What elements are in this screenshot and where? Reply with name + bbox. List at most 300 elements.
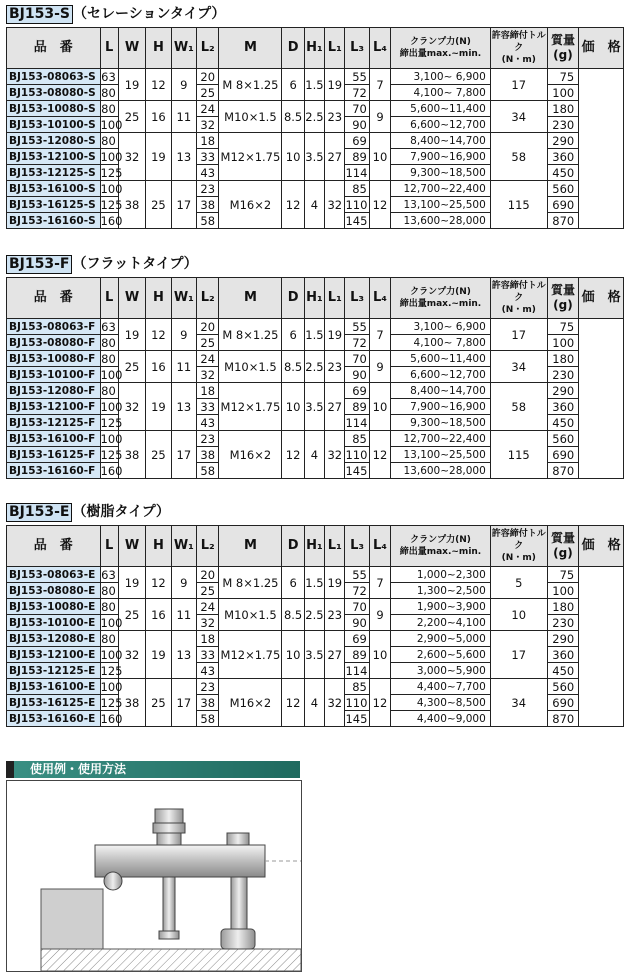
cell-torque: 58 bbox=[490, 383, 547, 431]
cell-w: 19 bbox=[118, 69, 145, 101]
cell-l: 63 bbox=[100, 319, 118, 335]
cell-l3: 110 bbox=[345, 447, 368, 462]
table-row bbox=[7, 431, 624, 447]
cell-l1: 19 bbox=[325, 567, 345, 599]
cell-mass: 360 bbox=[547, 149, 579, 165]
cell-h1: 2.5 bbox=[304, 599, 324, 631]
header-price: 価 格 bbox=[579, 28, 624, 69]
cell-clamp-force: 9,300~18,500 bbox=[391, 415, 491, 431]
header-w1: W₁ bbox=[171, 28, 196, 69]
cell-l4: 10 bbox=[369, 631, 390, 679]
cell-clamp-force: 6,600~12,700 bbox=[391, 117, 491, 133]
cell-h1: 1.5 bbox=[304, 567, 324, 599]
cell-m: M12×1.75 bbox=[219, 631, 282, 679]
header-l3: L₃ bbox=[345, 278, 369, 319]
cell-l: 160 bbox=[100, 463, 123, 478]
table-row bbox=[7, 631, 624, 647]
cell-l2: 23 bbox=[197, 679, 219, 695]
cell-l1: 32 bbox=[325, 181, 345, 229]
cell-h1: 1.5 bbox=[304, 319, 324, 351]
spec-table-f bbox=[6, 277, 624, 479]
cell-mass: 100 bbox=[547, 583, 579, 599]
cell-w: 19 bbox=[118, 319, 145, 351]
header-clamp bbox=[391, 28, 491, 69]
cell-m: M10×1.5 bbox=[219, 101, 282, 133]
cell-h: 16 bbox=[146, 599, 171, 631]
product-code: BJ153-12080-F bbox=[7, 383, 101, 399]
product-code: BJ153-12125-F bbox=[7, 415, 101, 431]
cell-price bbox=[579, 319, 624, 479]
cell-l: 63 bbox=[100, 69, 118, 85]
product-code: BJ153-16100-S bbox=[7, 181, 101, 197]
cell-h1: 3.5 bbox=[304, 133, 324, 181]
cell-mass: 180 bbox=[547, 101, 579, 117]
cell-d: 6 bbox=[282, 567, 304, 599]
cell-l: 80 bbox=[100, 383, 118, 399]
header-clamp-line2: 締出量max.~min. bbox=[399, 49, 482, 59]
washer-top bbox=[153, 823, 185, 833]
cell-mass: 560 bbox=[547, 181, 579, 197]
stud-bolt bbox=[163, 877, 175, 933]
cell-mass: 560 bbox=[547, 431, 579, 447]
cell-clamp-force: 8,400~14,700 bbox=[391, 383, 491, 399]
cell-h1: 2.5 bbox=[304, 101, 324, 133]
spec-table-s bbox=[6, 27, 624, 229]
cell-h: 25 bbox=[146, 679, 171, 727]
cell-l: 125 bbox=[100, 415, 123, 430]
product-code: BJ153-10080-S bbox=[7, 101, 101, 117]
machine-table bbox=[41, 949, 301, 971]
support-bolt bbox=[231, 877, 247, 929]
cell-l3: 114 bbox=[345, 415, 368, 430]
cell-l4: 7 bbox=[369, 69, 390, 101]
spec-table-e bbox=[6, 525, 624, 727]
product-code: BJ153-08063-S bbox=[7, 69, 101, 85]
cell-l1: 27 bbox=[325, 383, 345, 431]
header-mass-line2: (g) bbox=[553, 48, 573, 62]
header-mass bbox=[547, 28, 579, 69]
cell-clamp-force: 4,300~8,500 bbox=[391, 695, 491, 711]
cell-h1: 4 bbox=[304, 181, 324, 229]
product-code: BJ153-12080-S bbox=[7, 133, 101, 149]
cell-l2: 23 bbox=[197, 431, 219, 447]
cell-l: 125 bbox=[100, 165, 123, 180]
cell-clamp-force: 12,700~22,400 bbox=[391, 181, 491, 197]
cell-l4: 12 bbox=[369, 431, 390, 479]
cell-mass: 690 bbox=[547, 447, 579, 463]
cell-clamp-force: 3,100~ 6,900 bbox=[391, 319, 491, 335]
header-l: L bbox=[100, 526, 118, 567]
cell-l2: 43 bbox=[197, 663, 219, 679]
cell-l: 125 bbox=[100, 197, 123, 212]
cell-l1: 27 bbox=[325, 631, 345, 679]
header-l4: L₄ bbox=[369, 526, 390, 567]
cell-mass: 230 bbox=[547, 117, 579, 133]
cell-l: 100 bbox=[100, 679, 123, 694]
header-h1: H₁ bbox=[304, 28, 324, 69]
header-torque-line1: 許容締付トルク bbox=[491, 529, 546, 551]
clamp-usage-diagram bbox=[7, 781, 301, 971]
header-code: 品 番 bbox=[7, 28, 101, 69]
table-row bbox=[7, 679, 624, 695]
cell-l3: 55 bbox=[345, 567, 369, 583]
cell-d: 8.5 bbox=[282, 599, 304, 631]
cell-w: 32 bbox=[118, 133, 145, 181]
cell-l4: 10 bbox=[369, 383, 390, 431]
section-title-e bbox=[6, 502, 170, 522]
header-mass-line2: (g) bbox=[553, 298, 573, 312]
cell-d: 10 bbox=[282, 631, 304, 679]
cell-l1: 23 bbox=[325, 351, 345, 383]
cell-d: 12 bbox=[282, 679, 304, 727]
header-torque bbox=[490, 526, 547, 567]
product-code: BJ153-16160-S bbox=[7, 213, 101, 229]
cell-h: 16 bbox=[146, 101, 171, 133]
product-code: BJ153-12100-F bbox=[7, 399, 101, 415]
cell-mass: 180 bbox=[547, 351, 579, 367]
cell-m: M 8×1.25 bbox=[219, 319, 282, 351]
header-l4: L₄ bbox=[369, 278, 390, 319]
cell-l: 80 bbox=[100, 599, 118, 615]
cell-l3: 72 bbox=[345, 583, 369, 599]
cell-torque: 115 bbox=[490, 431, 547, 479]
cell-l: 80 bbox=[100, 335, 118, 351]
cell-l4: 12 bbox=[369, 181, 390, 229]
cell-torque: 17 bbox=[490, 69, 547, 101]
cell-l: 80 bbox=[100, 583, 118, 599]
cell-w1: 11 bbox=[171, 351, 196, 383]
cell-h: 19 bbox=[146, 383, 171, 431]
cell-l3: 69 bbox=[345, 133, 369, 149]
cell-l: 63 bbox=[100, 567, 118, 583]
cell-clamp-force: 4,100~ 7,800 bbox=[391, 335, 491, 351]
product-code: BJ153-10080-E bbox=[7, 599, 101, 615]
header-clamp-line2: 締出量max.~min. bbox=[399, 547, 482, 557]
header-mass-line1: 質量 bbox=[550, 283, 575, 297]
cell-w1: 11 bbox=[171, 599, 196, 631]
cell-m: M16×2 bbox=[219, 431, 282, 479]
cell-w1: 17 bbox=[171, 679, 196, 727]
cell-l4: 7 bbox=[369, 319, 390, 351]
cell-l3: 145 bbox=[345, 711, 368, 726]
cell-mass: 560 bbox=[547, 679, 579, 695]
header-torque bbox=[490, 278, 547, 319]
cell-l: 100 bbox=[100, 117, 123, 132]
cell-torque: 34 bbox=[490, 679, 547, 727]
cell-l3: 90 bbox=[345, 367, 369, 383]
cell-d: 6 bbox=[282, 69, 304, 101]
product-code: BJ153-10100-E bbox=[7, 615, 101, 631]
cell-price bbox=[579, 567, 624, 727]
table-row bbox=[7, 101, 624, 117]
cell-l3: 72 bbox=[345, 335, 369, 351]
cell-l: 100 bbox=[100, 367, 123, 382]
product-code: BJ153-10100-F bbox=[7, 367, 101, 383]
cell-h: 25 bbox=[146, 431, 171, 479]
cell-l2: 33 bbox=[197, 149, 219, 165]
cell-clamp-force: 1,900~3,900 bbox=[391, 599, 491, 615]
cell-clamp-force: 2,900~5,000 bbox=[391, 631, 491, 647]
cell-l2: 38 bbox=[197, 695, 219, 711]
cell-d: 12 bbox=[282, 181, 304, 229]
cell-clamp-force: 5,600~11,400 bbox=[391, 351, 491, 367]
cell-clamp-force: 1,300~2,500 bbox=[391, 583, 491, 599]
cell-l2: 43 bbox=[197, 415, 219, 431]
cell-h: 19 bbox=[146, 133, 171, 181]
cell-l3: 55 bbox=[345, 319, 369, 335]
table-row bbox=[7, 181, 624, 197]
cell-h1: 1.5 bbox=[304, 69, 324, 101]
cell-l3: 90 bbox=[345, 117, 369, 133]
header-l: L bbox=[100, 278, 118, 319]
header-l2: L₂ bbox=[197, 278, 219, 319]
cell-w1: 11 bbox=[171, 101, 196, 133]
header-price: 価 格 bbox=[579, 526, 624, 567]
cell-l4: 10 bbox=[369, 133, 390, 181]
header-w: W bbox=[118, 28, 145, 69]
cell-l1: 27 bbox=[325, 133, 345, 181]
cell-l2: 25 bbox=[197, 85, 219, 101]
header-h1: H₁ bbox=[304, 526, 324, 567]
cell-clamp-force: 4,400~9,000 bbox=[391, 711, 491, 727]
cell-l2: 33 bbox=[197, 399, 219, 415]
header-l3: L₃ bbox=[345, 28, 369, 69]
header-price: 価 格 bbox=[579, 278, 624, 319]
product-code: BJ153-12125-E bbox=[7, 663, 101, 679]
cell-l3: 110 bbox=[345, 197, 368, 212]
header-torque-line1: 許容締付トルク bbox=[491, 31, 546, 53]
table-row bbox=[7, 567, 624, 583]
cell-m: M12×1.75 bbox=[219, 383, 282, 431]
cell-m: M10×1.5 bbox=[219, 351, 282, 383]
cell-w1: 17 bbox=[171, 431, 196, 479]
section-code-badge: BJ153-S bbox=[6, 5, 73, 24]
cell-l3: 110 bbox=[345, 695, 368, 710]
cell-l4: 9 bbox=[369, 351, 390, 383]
cell-m: M12×1.75 bbox=[219, 133, 282, 181]
section-code-badge: BJ153-F bbox=[6, 255, 72, 274]
cell-mass: 360 bbox=[547, 647, 579, 663]
cell-mass: 75 bbox=[547, 319, 579, 335]
cell-mass: 100 bbox=[547, 85, 579, 101]
cell-torque: 58 bbox=[490, 133, 547, 181]
section-type-label: （フラットタイプ） bbox=[72, 256, 198, 272]
header-d: D bbox=[282, 28, 304, 69]
cell-l: 100 bbox=[100, 149, 123, 164]
product-code: BJ153-16125-F bbox=[7, 447, 101, 463]
workpiece bbox=[41, 889, 103, 949]
cell-l2: 32 bbox=[197, 117, 219, 133]
spherical-washer bbox=[157, 833, 181, 845]
header-mass bbox=[547, 278, 579, 319]
cell-l2: 24 bbox=[197, 351, 219, 367]
cell-l2: 18 bbox=[197, 133, 219, 149]
cell-w1: 9 bbox=[171, 319, 196, 351]
cell-l2: 38 bbox=[197, 197, 219, 213]
table-row bbox=[7, 133, 624, 149]
cell-l2: 20 bbox=[197, 69, 219, 85]
cell-price bbox=[579, 69, 624, 229]
cell-h1: 3.5 bbox=[304, 383, 324, 431]
cell-d: 6 bbox=[282, 319, 304, 351]
cell-clamp-force: 3,000~5,900 bbox=[391, 663, 491, 679]
cell-w1: 13 bbox=[171, 133, 196, 181]
cell-l3: 70 bbox=[345, 351, 369, 367]
cell-clamp-force: 4,400~7,700 bbox=[391, 679, 491, 695]
cell-l3: 85 bbox=[345, 181, 369, 197]
cell-clamp-force: 4,100~ 7,800 bbox=[391, 85, 491, 101]
cell-d: 12 bbox=[282, 431, 304, 479]
cell-w1: 9 bbox=[171, 567, 196, 599]
cell-l1: 19 bbox=[325, 69, 345, 101]
cell-l2: 23 bbox=[197, 181, 219, 197]
cell-l: 80 bbox=[100, 85, 118, 101]
header-m: M bbox=[219, 28, 282, 69]
header-mass-line2: (g) bbox=[553, 546, 573, 560]
table-header-row bbox=[7, 278, 624, 319]
clamp-bar bbox=[95, 845, 265, 877]
section-code-badge: BJ153-E bbox=[6, 503, 72, 522]
header-l1: L₁ bbox=[325, 526, 345, 567]
cell-clamp-force: 3,100~ 6,900 bbox=[391, 69, 491, 85]
product-code: BJ153-12125-S bbox=[7, 165, 101, 181]
cell-m: M 8×1.25 bbox=[219, 69, 282, 101]
cell-mass: 290 bbox=[547, 383, 579, 399]
cell-w: 38 bbox=[118, 679, 145, 727]
cell-l4: 7 bbox=[369, 567, 390, 599]
section-title-f bbox=[6, 254, 198, 274]
cell-l3: 145 bbox=[345, 213, 368, 228]
product-code: BJ153-16125-S bbox=[7, 197, 101, 213]
cell-torque: 34 bbox=[490, 101, 547, 133]
cell-torque: 17 bbox=[490, 631, 547, 679]
cell-mass: 290 bbox=[547, 133, 579, 149]
cell-l3: 70 bbox=[345, 599, 369, 615]
cell-l2: 32 bbox=[197, 615, 219, 631]
cell-m: M10×1.5 bbox=[219, 599, 282, 631]
cell-m: M16×2 bbox=[219, 181, 282, 229]
header-d: D bbox=[282, 526, 304, 567]
cell-w: 32 bbox=[118, 383, 145, 431]
cell-mass: 690 bbox=[547, 695, 579, 711]
cell-l2: 20 bbox=[197, 319, 219, 335]
cell-h: 12 bbox=[146, 567, 171, 599]
cell-clamp-force: 7,900~16,900 bbox=[391, 149, 491, 165]
cell-l2: 20 bbox=[197, 567, 219, 583]
cell-l: 100 bbox=[100, 431, 123, 446]
t-nut bbox=[159, 931, 179, 939]
header-l2: L₂ bbox=[197, 526, 219, 567]
header-clamp-line1: クランプ力(N) bbox=[410, 535, 471, 545]
cell-l2: 58 bbox=[197, 463, 219, 479]
cell-h1: 2.5 bbox=[304, 351, 324, 383]
cell-h: 19 bbox=[146, 631, 171, 679]
cell-l: 100 bbox=[100, 647, 123, 662]
header-torque bbox=[490, 28, 547, 69]
cell-w1: 13 bbox=[171, 631, 196, 679]
table-row bbox=[7, 319, 624, 335]
cell-l: 160 bbox=[100, 711, 123, 726]
cell-mass: 870 bbox=[547, 213, 579, 229]
product-code: BJ153-12100-S bbox=[7, 149, 101, 165]
cell-clamp-force: 5,600~11,400 bbox=[391, 101, 491, 117]
cell-h1: 4 bbox=[304, 431, 324, 479]
header-h1: H₁ bbox=[304, 278, 324, 319]
header-m: M bbox=[219, 278, 282, 319]
product-code: BJ153-08063-F bbox=[7, 319, 101, 335]
section-type-label: （セレーションタイプ） bbox=[73, 6, 226, 22]
cell-l4: 9 bbox=[369, 101, 390, 133]
header-l2: L₂ bbox=[197, 28, 219, 69]
cell-l3: 85 bbox=[345, 431, 369, 447]
cell-w: 32 bbox=[118, 631, 145, 679]
header-w: W bbox=[118, 526, 145, 567]
cell-w1: 13 bbox=[171, 383, 196, 431]
cell-d: 10 bbox=[282, 133, 304, 181]
cell-clamp-force: 2,200~4,100 bbox=[391, 615, 491, 631]
header-l1: L₁ bbox=[325, 278, 345, 319]
header-d: D bbox=[282, 278, 304, 319]
cell-l2: 33 bbox=[197, 647, 219, 663]
cell-d: 8.5 bbox=[282, 351, 304, 383]
cell-torque: 5 bbox=[490, 567, 547, 599]
cell-w: 25 bbox=[118, 101, 145, 133]
cell-clamp-force: 2,600~5,600 bbox=[391, 647, 491, 663]
cell-mass: 75 bbox=[547, 69, 579, 85]
product-code: BJ153-08063-E bbox=[7, 567, 101, 583]
header-h: H bbox=[146, 278, 171, 319]
product-code: BJ153-16100-F bbox=[7, 431, 101, 447]
cell-l3: 69 bbox=[345, 631, 369, 647]
product-code: BJ153-08080-E bbox=[7, 583, 101, 599]
cell-mass: 230 bbox=[547, 367, 579, 383]
cell-l3: 89 bbox=[345, 399, 369, 415]
header-clamp-line1: クランプ力(N) bbox=[410, 287, 471, 297]
product-code: BJ153-08080-S bbox=[7, 85, 101, 101]
cell-l3: 72 bbox=[345, 85, 369, 101]
table-row bbox=[7, 351, 624, 367]
cell-mass: 290 bbox=[547, 631, 579, 647]
header-torque-line1: 許容締付トルク bbox=[491, 281, 546, 303]
cell-clamp-force: 9,300~18,500 bbox=[391, 165, 491, 181]
header-mass-line1: 質量 bbox=[550, 33, 575, 47]
cell-w: 25 bbox=[118, 351, 145, 383]
cell-l1: 23 bbox=[325, 599, 345, 631]
cell-l: 80 bbox=[100, 133, 118, 149]
cell-torque: 17 bbox=[490, 319, 547, 351]
header-code: 品 番 bbox=[7, 526, 101, 567]
cell-m: M 8×1.25 bbox=[219, 567, 282, 599]
support-base bbox=[221, 929, 255, 949]
cell-clamp-force: 8,400~14,700 bbox=[391, 133, 491, 149]
cell-h1: 3.5 bbox=[304, 631, 324, 679]
cell-l3: 114 bbox=[345, 663, 368, 678]
product-code: BJ153-16160-E bbox=[7, 711, 101, 727]
header-clamp bbox=[391, 278, 491, 319]
header-l4: L₄ bbox=[369, 28, 390, 69]
cell-mass: 870 bbox=[547, 463, 579, 479]
header-clamp-line2: 締出量max.~min. bbox=[399, 299, 482, 309]
table-header-row bbox=[7, 526, 624, 567]
header-mass-line1: 質量 bbox=[550, 531, 575, 545]
cell-l3: 70 bbox=[345, 101, 369, 117]
cell-clamp-force: 13,100~25,500 bbox=[391, 197, 491, 213]
product-code: BJ153-12080-E bbox=[7, 631, 101, 647]
product-code: BJ153-10080-F bbox=[7, 351, 101, 367]
cell-l2: 25 bbox=[197, 583, 219, 599]
cell-mass: 360 bbox=[547, 399, 579, 415]
cell-torque: 34 bbox=[490, 351, 547, 383]
